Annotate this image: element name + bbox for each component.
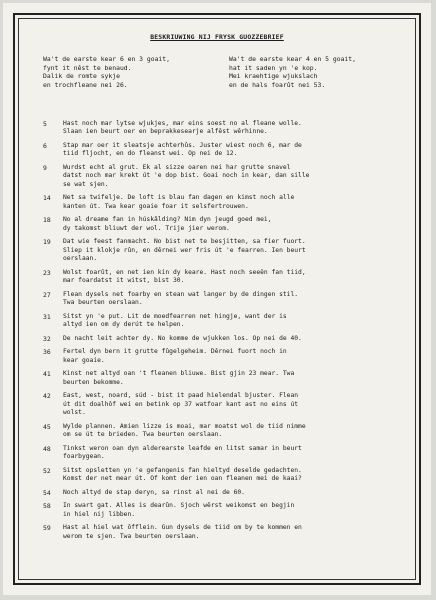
square-number: 14 <box>43 194 51 203</box>
rule-text-line: Wolst foarût, en net ien kin dy keare. Hast noch seeën fan tiid, <box>63 268 306 276</box>
rule-text-line: om se út te brieden. Twa beurten oerslaan. <box>63 431 223 439</box>
rule-text-line: Net sa twifelje. De loft is blau fan dagen en kimst noch alle <box>63 194 295 202</box>
rule-entry <box>43 335 415 343</box>
rule-text-line: se wat sjen. <box>63 180 109 188</box>
rule-text-line: Twa beurten oerslaan. <box>63 299 143 307</box>
square-number: 36 <box>43 348 51 357</box>
rule-text-line: In swart gat. Alles is dearûn. Sjoch wêrst weikomst en begjin <box>63 502 295 510</box>
rule-text-line: Flean dysels net foarby en stean wat langer by de dingen stil. <box>63 290 299 298</box>
square-number: 59 <box>43 524 51 533</box>
rule-text-line: Dat wie feest fanmacht. No bist net te besjitten, sa fier fuort. <box>63 238 306 246</box>
rule-entry <box>43 216 415 233</box>
rule-entry <box>43 392 415 417</box>
intro-left-line: fynt it nêst te benaud. <box>43 63 132 72</box>
rule-entry <box>43 142 415 159</box>
rule-text-line: Wylde plannen. Amien lizze is moai, mar moatst wol de tiid nimme <box>63 422 306 430</box>
intro-left-line: Dalik de romte sykje <box>43 72 120 81</box>
rule-entry <box>43 291 415 308</box>
intro-left-line: Wa't de earste kear 6 en 3 goait, <box>43 55 170 63</box>
square-number: 31 <box>43 312 51 321</box>
intro-right-line: Mei kraehtige wjukslach <box>229 72 318 81</box>
rule-entry <box>43 238 415 263</box>
square-number: 48 <box>43 444 51 453</box>
rule-text-line: beurten bekomme. <box>63 378 124 386</box>
rule-text-line: De nacht leit achter dy. No komme de wjukken los. Op nei de 40. <box>63 334 302 342</box>
rule-text-line: No al dreame fan in húskâlding? Nim dyn jeugd goed mei, <box>63 216 272 224</box>
intro-right-line: Wa't de earste kear 4 en 5 goait, <box>229 55 356 63</box>
square-number: 45 <box>43 422 51 431</box>
rule-entry <box>43 269 415 286</box>
rule-text-line: East, west, noard, súd - bist it paad hielendal bjuster. Flean <box>63 392 299 400</box>
rule-entry <box>43 164 415 189</box>
square-number: 19 <box>43 238 51 247</box>
rule-text-line: Hast al hiel wat ôfflein. Gun dysels de tiid om by te kommen en <box>63 524 302 532</box>
square-number: 27 <box>43 290 51 299</box>
rule-text-line: datst noch mar krekt út 'e dop bist. Goai noch in kear, dan sille <box>63 172 310 180</box>
rule-text-line: werom te sjen. Twa beurten oerslaan. <box>63 532 200 540</box>
intro-left-line: en trochfleane nei 26. <box>43 80 128 89</box>
rule-text-line: út dit doalhôf wei en betink op 37 watfoar kant ast no eins út <box>63 400 299 408</box>
rule-entry <box>43 423 415 440</box>
rule-text-line: Fertel dyn bern it grutte fûgelgeheim. Dêrnei fuort noch in <box>63 348 287 356</box>
square-number: 54 <box>43 488 51 497</box>
rule-text-line: Sitst opsletten yn 'e gefangenis fan hieltyd deselde gedachten. <box>63 466 302 474</box>
rule-text-line: Hast noch mar lytse wjukjes, mar eins soest no al fleane wolle. <box>63 120 302 127</box>
rule-text-line: Komst der net mear út. Of komt der ien oan fleanen mei de kaai? <box>63 475 302 483</box>
document-page <box>3 3 431 595</box>
rule-text-line: wolst. <box>63 409 86 417</box>
square-number: 41 <box>43 370 51 379</box>
square-number: 9 <box>43 164 47 172</box>
rule-text-line: dy takomst bliuwt der wol. Trije jier werom. <box>63 224 230 232</box>
square-number: 5 <box>43 120 47 128</box>
rule-entry <box>43 348 415 365</box>
rule-text-line: Kinst net altyd oan 't fleanen bliuwe. Bist gjin 23 mear. Twa <box>63 370 295 378</box>
intro-right <box>229 55 356 89</box>
rule-text-line: altyd ien om dy derút te helpen. <box>63 321 185 329</box>
rule-entry <box>43 370 415 387</box>
rule-entry <box>43 445 415 462</box>
rule-text-line: Stap mar oer it sleatsje achterhûs. Juster wiest noch 6, mar de <box>63 142 302 149</box>
rule-text-line: Sitst yn 'e put. Lit de moedfearren net hingje, want der is <box>63 312 287 320</box>
rule-text-line: Sliep it klokje rûn, en dêrnei wer fris út 'e fearren. Ien beurt <box>63 246 306 254</box>
rule-text-line: Slaan ien beurt oer en beprakkesearje alfêst wêrhinne. <box>63 128 268 136</box>
rule-entry <box>43 120 415 137</box>
intro-right-line: en de hals foarût nei 53. <box>229 80 326 89</box>
rule-entries <box>43 120 415 546</box>
rule-text-line: in hiel nij libben. <box>63 510 136 518</box>
rule-text-line: Noch altyd de stap deryn, sa rinst al nei de 60. <box>63 488 245 496</box>
rule-entry <box>43 313 415 330</box>
square-number: 52 <box>43 466 51 475</box>
rule-text-line: foarbygean. <box>63 453 105 461</box>
rule-entry <box>43 502 415 519</box>
rule-text-line: kear goaie. <box>63 356 105 364</box>
rule-text-line: mar foardatst it witst, bist 30. <box>63 277 185 285</box>
rule-text-line: tiid fljocht, en do fleanst wei. Op nei de 12. <box>63 150 238 158</box>
square-number: 42 <box>43 392 51 401</box>
square-number: 58 <box>43 502 51 511</box>
rule-text-line: kanten út. Twa kear goaie foar it selsfertrouwen. <box>63 202 249 210</box>
square-number: 23 <box>43 268 51 277</box>
rule-entry <box>43 524 415 541</box>
rule-entry <box>43 194 415 211</box>
rule-text-line: Tinkst weron oan dyn alderearste leafde en litst samar in beurt <box>63 444 302 452</box>
intro-right-line: hat it saden yn 'e kop. <box>229 63 318 72</box>
rule-entry <box>43 467 415 484</box>
rule-text-line: Wurdst echt al grut. Ek al sizze oaren nei har grutte snavel <box>63 164 291 171</box>
square-number: 18 <box>43 216 51 225</box>
rule-text-line: oerslaan. <box>63 255 98 263</box>
intro-left <box>43 55 170 89</box>
square-number: 32 <box>43 334 51 343</box>
document-title: BESKRIUWING NIJ FRYSK GUOZZEBRIEF <box>150 33 284 41</box>
rule-entry <box>43 489 415 497</box>
square-number: 6 <box>43 142 47 150</box>
